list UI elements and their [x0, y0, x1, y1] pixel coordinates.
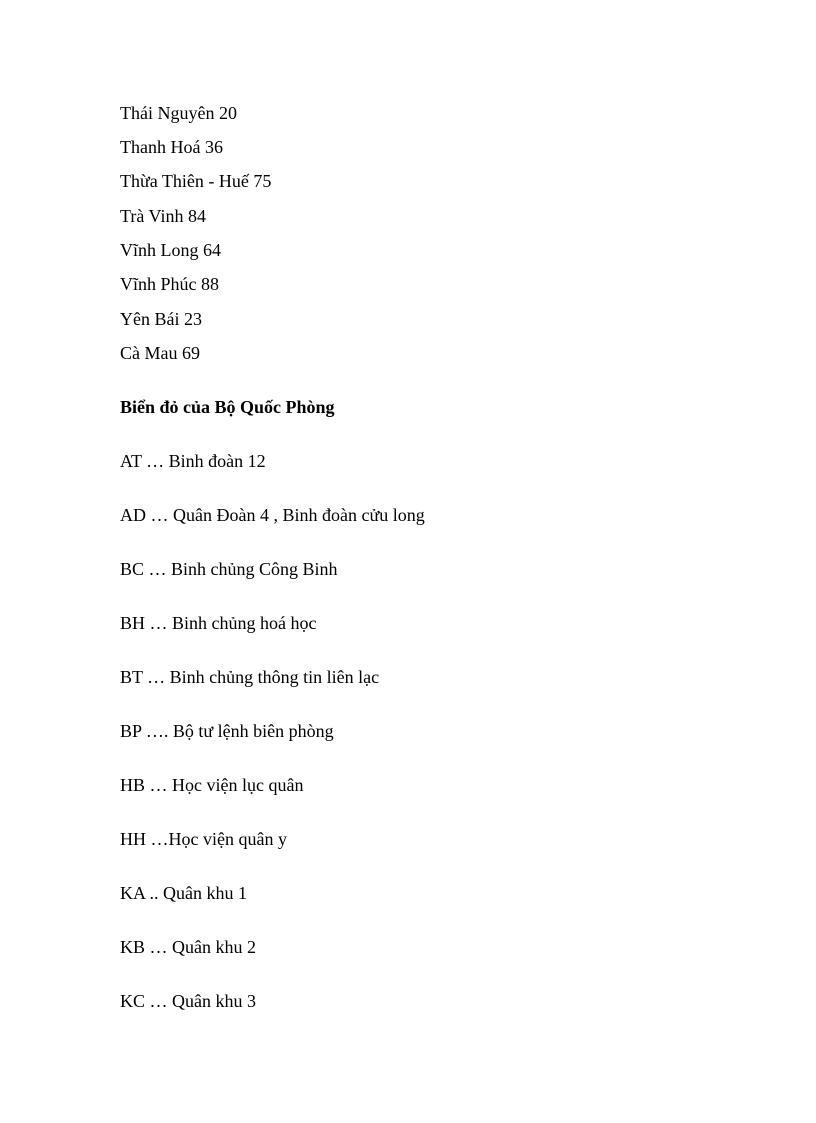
military-code-line: AT … Binh đoàn 12 — [120, 451, 266, 471]
military-code-line: BP …. Bộ tư lệnh biên phòng — [120, 721, 334, 741]
province-line: Vĩnh Phúc 88 — [120, 274, 219, 294]
province-line: Thừa Thiên - Huế 75 — [120, 171, 272, 191]
province-line: Thanh Hoá 36 — [120, 137, 223, 157]
province-line: Vĩnh Long 64 — [120, 240, 221, 260]
military-code-line: KA .. Quân khu 1 — [120, 883, 247, 903]
military-code-line: HH …Học viện quân y — [120, 829, 287, 849]
military-code-line: AD … Quân Đoàn 4 , Binh đoàn cửu long — [120, 505, 425, 525]
province-line: Cà Mau 69 — [120, 343, 200, 363]
province-line: Trà Vinh 84 — [120, 206, 206, 226]
military-code-line: HB … Học viện lục quân — [120, 775, 304, 795]
military-code-line: BC … Binh chủng Công Binh — [120, 559, 338, 579]
province-line: Yên Bái 23 — [120, 309, 202, 329]
military-code-line: KC … Quân khu 3 — [120, 991, 256, 1011]
section-heading: Biển đỏ của Bộ Quốc Phòng — [120, 397, 335, 417]
military-code-line: BT … Binh chủng thông tin liên lạc — [120, 667, 380, 687]
military-code-line: BH … Binh chủng hoá học — [120, 613, 317, 633]
military-code-line: KB … Quân khu 2 — [120, 937, 256, 957]
province-line: Thái Nguyên 20 — [120, 103, 237, 123]
